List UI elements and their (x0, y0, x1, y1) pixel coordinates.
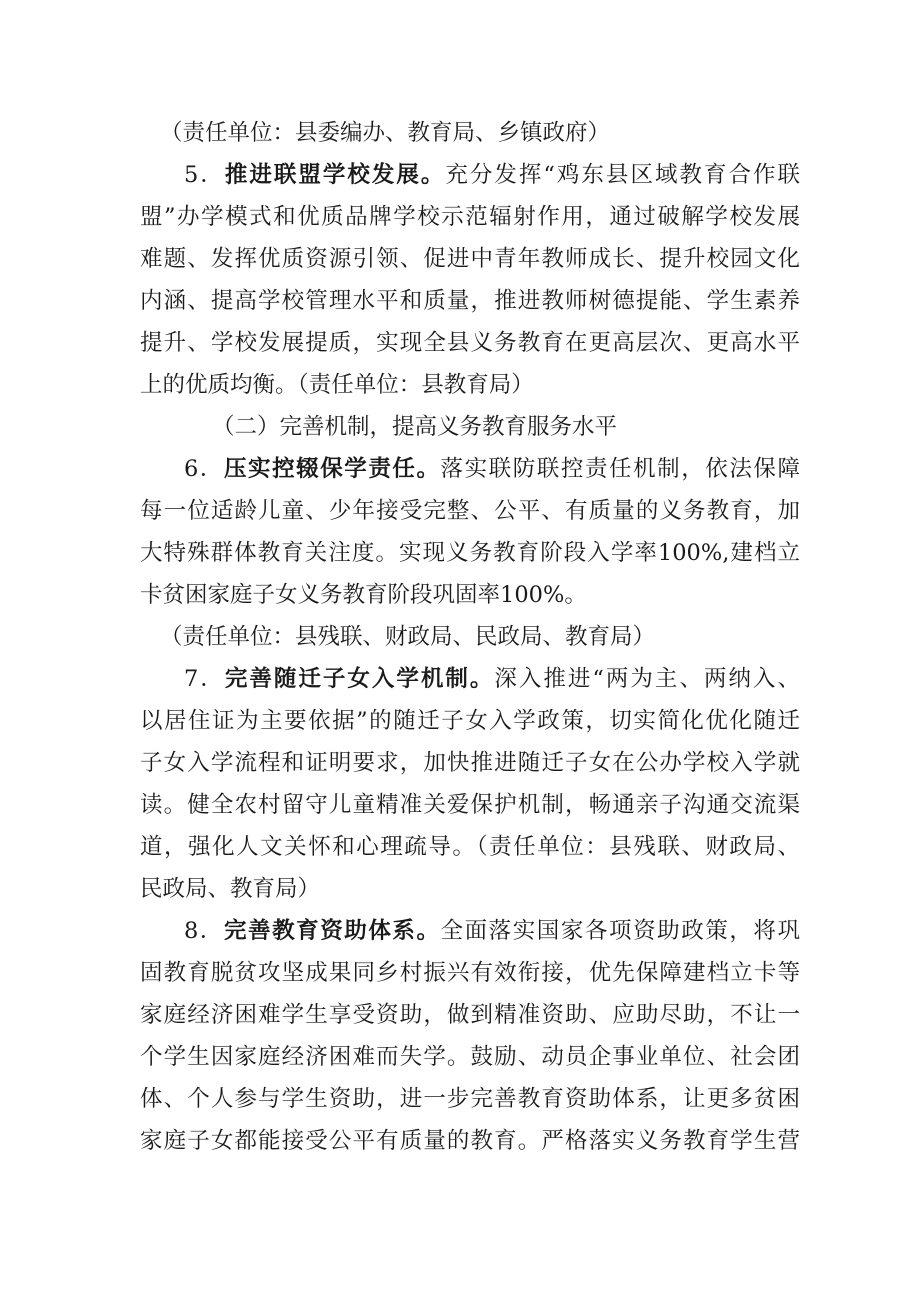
item-6-line: 大特殊群体教育关注度。实现义务教育阶段入学率100%,建档立 (140, 540, 800, 566)
item-8-number: 8． (184, 918, 224, 944)
item-8-line: 家庭经济困难学生享受资助，做到精准资助、应助尽助，不让一 (140, 1002, 800, 1028)
item-5-heading: 推进联盟学校发展。 (224, 162, 446, 188)
item-5-first-line (184, 160, 800, 190)
item-5-line: 难题、发挥优质资源引领、促进中青年教师成长、提升校园文化 (140, 246, 800, 272)
item-7-number: 7． (184, 666, 225, 692)
item-7-line: 道，强化人文关怀和心理疏导。（责任单位：县残联、财政局、 (140, 834, 800, 860)
item-8-line: 家庭子女都能接受公平有质量的教育。严格落实义务教育学生营 (140, 1128, 800, 1154)
item-5-line: 上的优质均衡。（责任单位：县教育局） (140, 372, 534, 398)
item-6-first-line (184, 454, 800, 484)
item-5-line: 提升、学校发展提质，实现全县义务教育在更高层次、更高水平 (140, 330, 800, 356)
item-5-number: 5． (184, 162, 225, 188)
item-8-line: 固教育脱贫攻坚成果同乡村振兴有效衔接，优先保障建档立卡等 (140, 960, 800, 986)
item-6-line: （责任单位：县残联、财政局、民政局、教育局） (160, 624, 656, 650)
item-7-first-line (184, 664, 800, 694)
item-7-line: 读。健全农村留守儿童精准关爱保护机制，畅通亲子沟通交流渠 (140, 792, 800, 818)
item-7-line: 民政局、教育局） (140, 876, 321, 902)
item-5-line: 盟”办学模式和优质品牌学校示范辐射作用，通过破解学校发展 (140, 204, 800, 230)
item-7-text: 深入推进“两为主、两纳入、 (494, 666, 800, 692)
responsibility-note: （责任单位：县委编办、教育局、乡镇政府） (160, 120, 611, 146)
section-2-title: （二）完善机制，提高义务教育服务水平 (212, 414, 618, 440)
item-8-line: 体、个人参与学生资助，进一步完善教育资助体系，让更多贫困 (140, 1086, 800, 1112)
item-6-line: 每一位适龄儿童、少年接受完整、公平、有质量的义务教育，加 (140, 498, 800, 524)
item-6-line: 卡贫困家庭子女义务教育阶段巩固率100%。 (140, 582, 587, 608)
item-6-number: 6． (184, 456, 224, 482)
item-8-heading: 完善教育资助体系。 (223, 918, 441, 944)
item-6-heading: 压实控辍保学责任。 (223, 456, 441, 482)
item-8-text: 全面落实国家各项资助政策，将巩 (440, 918, 800, 944)
item-5-line: 内涵、提高学校管理水平和质量，推进教师树德提能、学生素养 (140, 288, 800, 314)
item-8-first-line (184, 916, 800, 946)
item-7-line: 以居住证为主要依据”的随迁子女入学政策，切实简化优化随迁 (140, 708, 800, 734)
item-7-heading: 完善随迁子女入学机制。 (224, 666, 495, 692)
item-6-text: 落实联防联控责任机制，依法保障 (440, 456, 800, 482)
item-5-text: 充分发挥“鸡东县区域教育合作联 (445, 162, 800, 188)
item-8-line: 个学生因家庭经济困难而失学。鼓励、动员企事业单位、社会团 (140, 1044, 800, 1070)
item-7-line: 子女入学流程和证明要求，加快推进随迁子女在公办学校入学就 (140, 750, 800, 776)
